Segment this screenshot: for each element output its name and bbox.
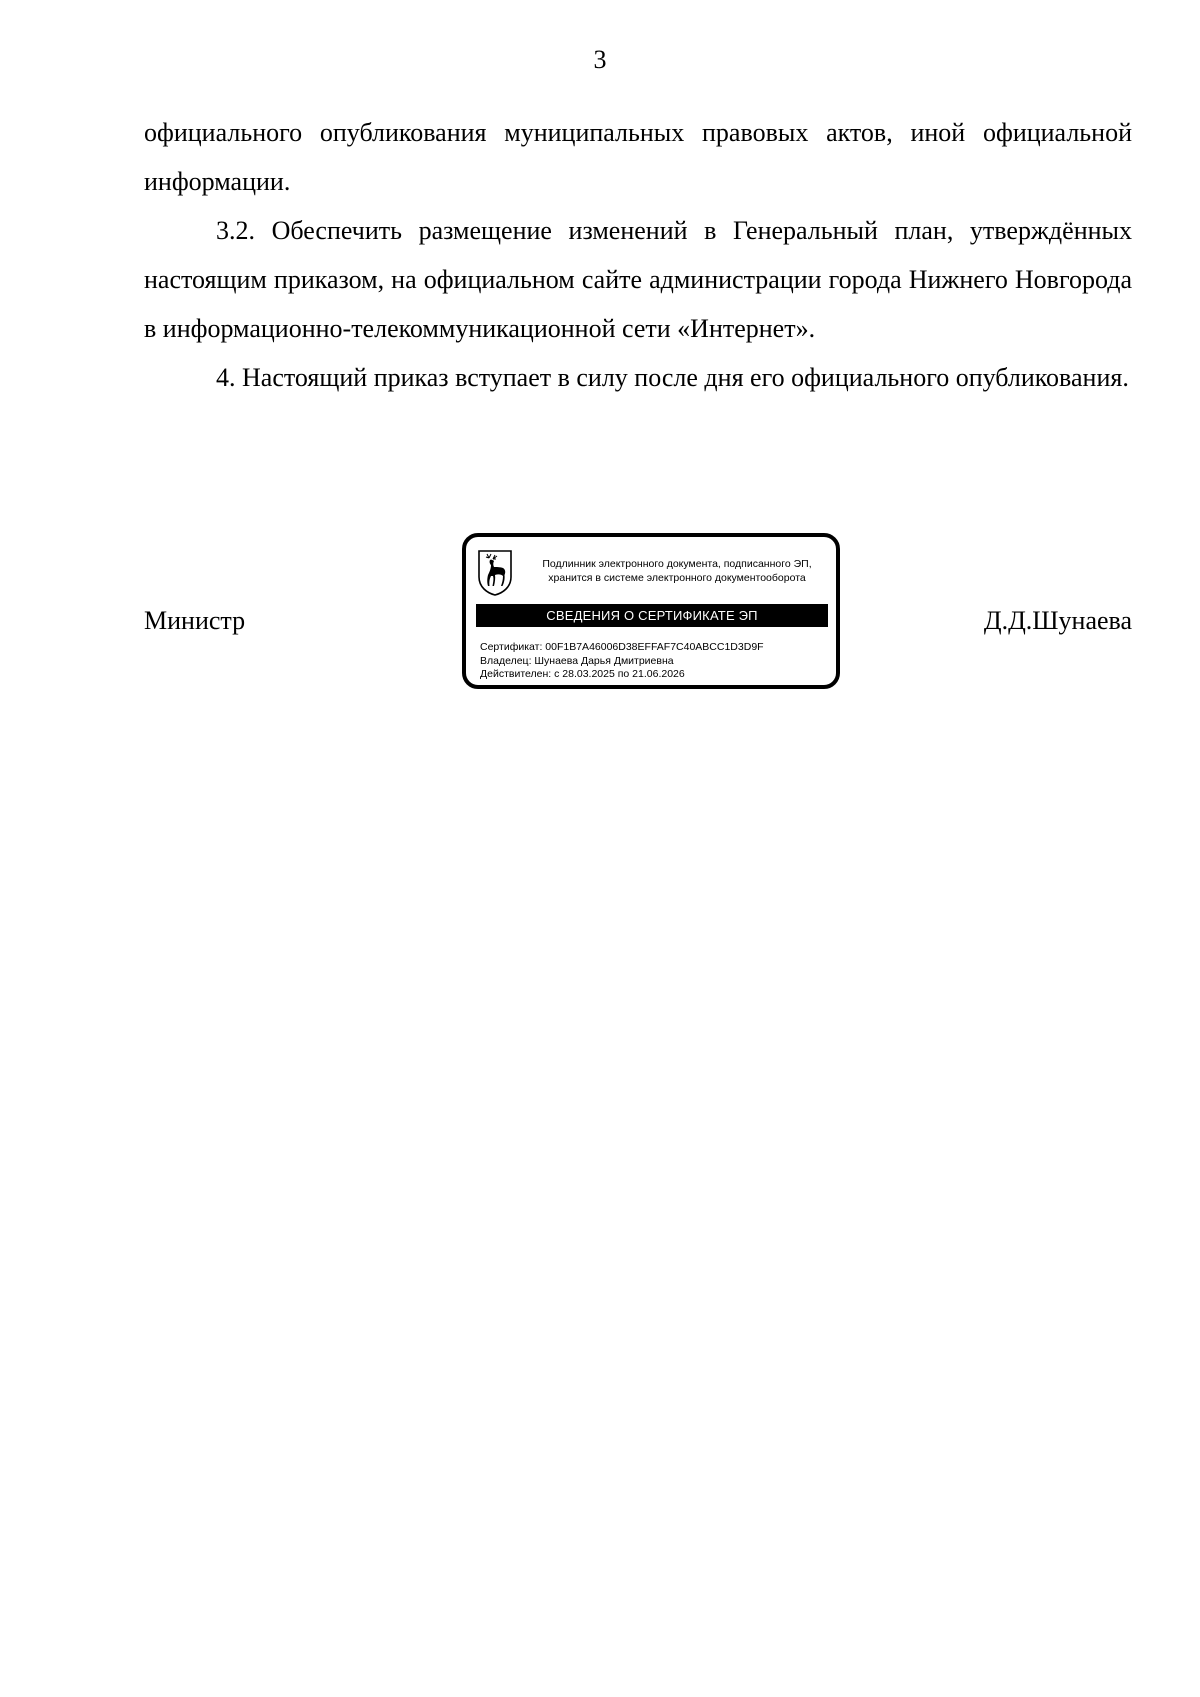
signature-block [144, 533, 1132, 697]
stamp-header [522, 557, 832, 585]
coat-of-arms-icon [477, 549, 513, 597]
certificate-banner: СВЕДЕНИЯ О СЕРТИФИКАТЕ ЭП [476, 604, 828, 627]
certificate-owner: Владелец: Шунаева Дарья Дмитриевна [480, 654, 674, 667]
signer-position: Министр [144, 606, 246, 635]
paragraph-continuation: официального опубликования муниципальных правовых актов, иной официальной информации. [144, 118, 1132, 196]
stamp-header-line-2: хранится в системе электронного документооборота [548, 572, 806, 584]
stamp-header-line-1: Подлинник электронного документа, подписанного ЭП, [542, 558, 812, 570]
document-body [144, 108, 1132, 402]
certificate-validity: Действителен: с 28.03.2025 по 21.06.2026 [480, 668, 685, 680]
certificate-number: Сертификат: 00F1B7A46006D38EFFAF7C40ABCC1D3D9F [480, 641, 764, 653]
certificate-details [480, 641, 830, 682]
signer-name: Д.Д.Шунаева [983, 606, 1132, 635]
page-number: 3 [593, 45, 607, 74]
paragraph-4: 4. Настоящий приказ вступает в силу после дня его официального опубликования. [216, 363, 1129, 392]
paragraph-3-2: 3.2. Обеспечить размещение изменений в Генеральный план, утверждённых настоящим приказом, на официальном сайте администрации города Нижнего Новгорода в информационно-телекоммуникационной сети «Интернет». [144, 216, 1132, 343]
electronic-signature-stamp [462, 533, 840, 689]
